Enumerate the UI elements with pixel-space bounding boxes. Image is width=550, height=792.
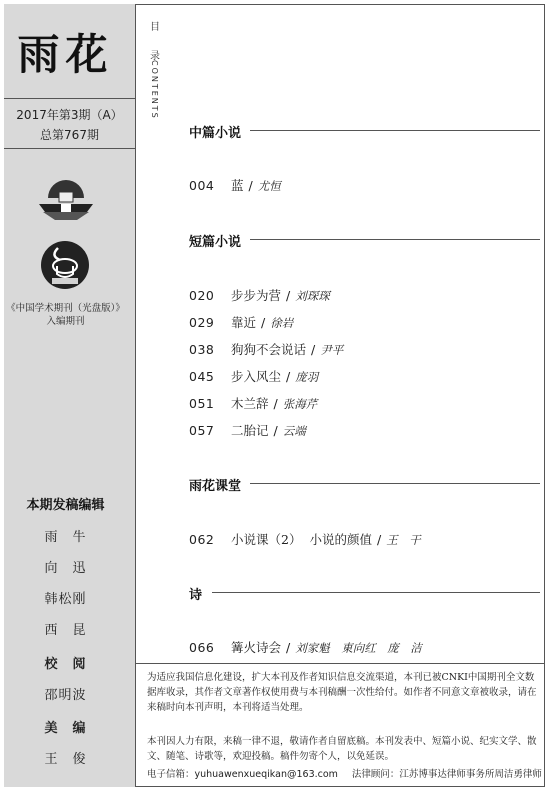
mulu-heading xyxy=(150,18,160,62)
toc-entry[interactable]: 029 靠近 / 徐岩 xyxy=(189,315,294,330)
contents-label: CONTENTS xyxy=(150,60,159,120)
cnki-note-line: 《中国学术期刊（光盘版）》 xyxy=(6,303,125,314)
art-editor-label: 美 编 xyxy=(44,721,87,736)
page-number: 020 xyxy=(189,288,215,303)
section-rule xyxy=(212,592,540,593)
divider xyxy=(4,98,135,99)
cnki-notice: 为适应我国信息化建设，扩大本刊及作者知识信息交流渠道，本刊已被CNKI中国期刊全文数据库收录，其作者文章著作权使用费与本刊稿酬一次性给付。如作者不同意文章被收录，请在来稿时向本刊声明，本刊将适当处理。 xyxy=(147,672,537,713)
excellent-journal-logo-icon xyxy=(40,240,90,290)
divider xyxy=(4,148,135,149)
entry-title: 篝火诗会 xyxy=(231,640,282,655)
entry-author: 王 干 xyxy=(386,533,421,547)
toc-entry[interactable]: 038 狗狗不会说话 / 尹平 xyxy=(189,342,344,357)
page-number: 051 xyxy=(189,396,215,411)
entry-author: 刘家魁 東向红 庞 洁 xyxy=(295,641,422,655)
toc-entry[interactable]: 062 小说课（2） 小说的颜值 / 王 干 xyxy=(189,532,421,547)
entry-title: 木兰辞 xyxy=(231,396,269,411)
section-heading: 中篇小说 xyxy=(189,126,242,141)
editor-name: 韩松刚 xyxy=(44,592,87,607)
section-heading: 短篇小说 xyxy=(189,235,242,250)
total-issue: 总第767期 xyxy=(40,128,99,142)
page-number: 066 xyxy=(189,640,215,655)
section-heading: 诗 xyxy=(189,588,203,603)
entry-author: 尤恒 xyxy=(257,179,281,193)
submission-notice: 本刊因人力有限，来稿一律不退，敬请作者自留底稿。本刊发表中、短篇小说、纪实文学、散文、随笔、诗歌等，欢迎投稿。稿件勿寄个人，以免延误。 xyxy=(147,736,537,762)
entry-title: 步入风尘 xyxy=(231,369,282,384)
entry-title: 靠近 xyxy=(231,315,257,330)
editor-name: 向 迅 xyxy=(44,561,87,576)
cnki-note-line: 入编期刊 xyxy=(46,316,85,327)
award-logo-icon xyxy=(35,178,97,222)
cnki-note xyxy=(0,302,131,328)
entry-author: 庞羽 xyxy=(295,370,319,384)
issue-number: 2017年第3期（A） xyxy=(16,108,123,122)
page-number: 045 xyxy=(189,369,215,384)
page-number: 057 xyxy=(189,423,215,438)
page-number: 062 xyxy=(189,532,215,547)
toc-entry[interactable]: 020 步步为营 / 刘琛琛 xyxy=(189,288,330,303)
entry-title: 蓝 xyxy=(231,178,244,193)
entry-subtitle: 小说的颜值 xyxy=(309,532,372,547)
contact-line xyxy=(147,766,550,780)
page-number: 004 xyxy=(189,178,215,193)
email: 电子信箱：yuhuawenxueqikan@163.com xyxy=(147,769,338,780)
entry-author: 云端 xyxy=(282,424,306,438)
toc-entry[interactable]: 051 木兰辞 / 张海芹 xyxy=(189,396,318,411)
magazine-title: 雨花 xyxy=(17,30,114,79)
mulu-char: 录 xyxy=(150,51,160,62)
legal-advisor: 法律顾问：江苏博事达律师事务所周洁勇律师 xyxy=(351,769,542,780)
entry-title: 小说课（2） xyxy=(231,532,302,547)
section-rule xyxy=(250,130,540,131)
entry-title: 狗狗不会说话 xyxy=(231,342,307,357)
page-number: 038 xyxy=(189,342,215,357)
toc-entry[interactable]: 045 步入风尘 / 庞羽 xyxy=(189,369,319,384)
editor-name: 邵明波 xyxy=(44,688,87,703)
editor-name: 西 昆 xyxy=(44,623,87,638)
toc-entry[interactable]: 066 篝火诗会 / 刘家魁 東向红 庞 洁 xyxy=(189,640,422,655)
toc-entry[interactable]: 004 蓝 / 尤恒 xyxy=(189,178,281,193)
page-number: 029 xyxy=(189,315,215,330)
section-heading: 雨花课堂 xyxy=(189,479,242,494)
entry-author: 徐岩 xyxy=(270,316,294,330)
mulu-char: 目 xyxy=(150,22,160,33)
section-rule xyxy=(250,239,540,240)
section-rule xyxy=(250,483,540,484)
entry-title: 步步为营 xyxy=(231,288,282,303)
entry-author: 刘琛琛 xyxy=(295,289,330,303)
entry-title: 二胎记 xyxy=(231,423,269,438)
proofreader-label: 校 阅 xyxy=(44,657,87,672)
editor-name: 雨 牛 xyxy=(44,530,87,545)
entry-author: 尹平 xyxy=(320,343,344,357)
entry-author: 张海芹 xyxy=(282,397,318,411)
editors-heading: 本期发稿编辑 xyxy=(26,498,105,513)
editor-name: 王 俊 xyxy=(44,752,87,767)
toc-entry[interactable]: 057 二胎记 / 云端 xyxy=(189,423,306,438)
